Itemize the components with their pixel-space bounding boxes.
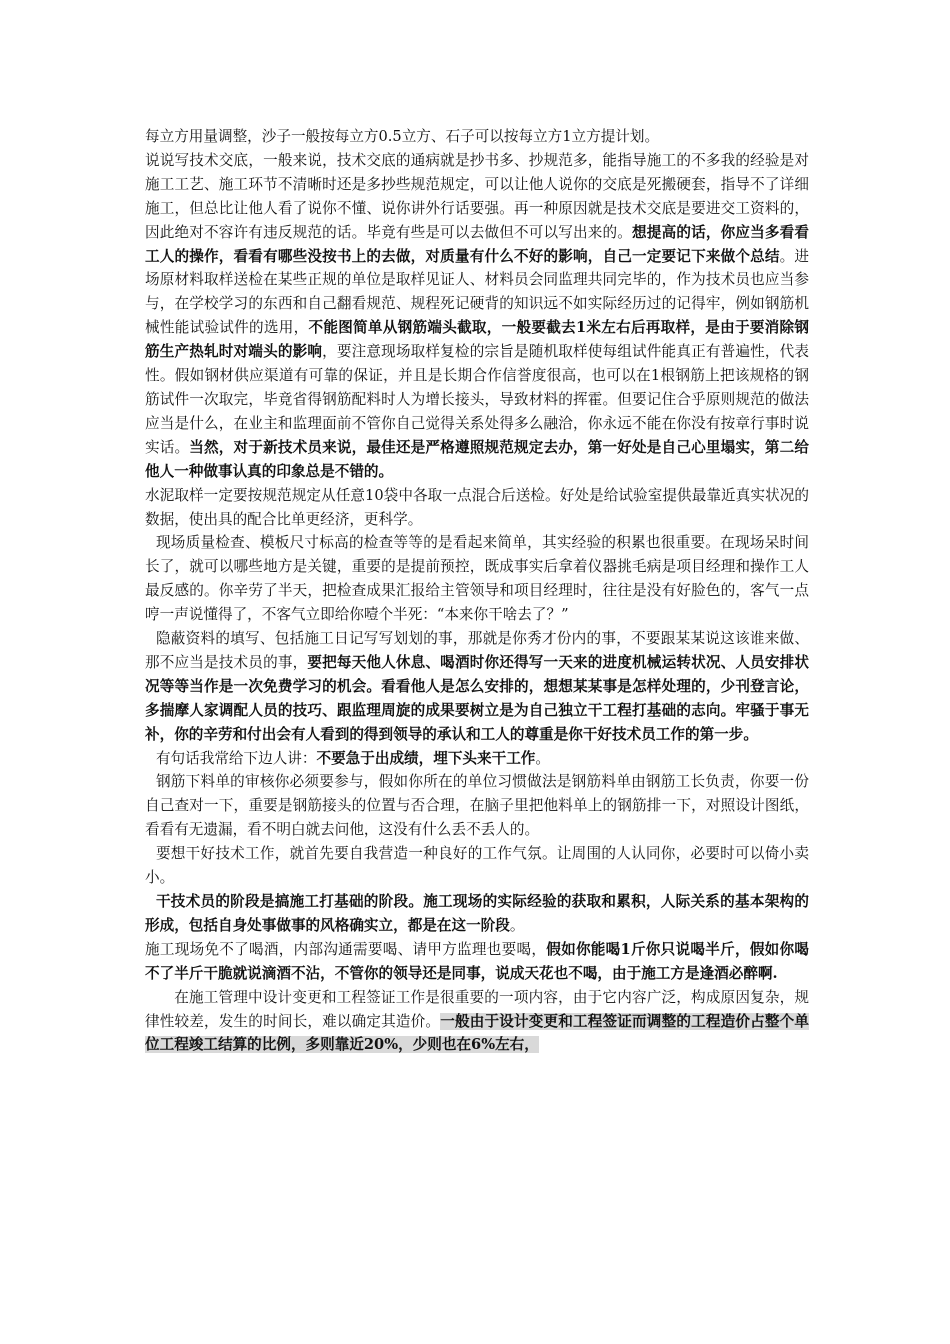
text-run: 说说写技术交底，一般来说，技术交底的通病就是抄书多、抄规范多，能指导施工的不多我的经验是对施工工艺、施工环节不清晰时还是多抄些规范规定，可以让他人说你的交底是死搬硬套，指导不了详细施工，但总比让他人看了说你不懂、说你讲外行话要强。再一种原因就是技术交底是要进交工资料的，因此绝对不容许有违反规范的话。毕竟有些是可以去做但不可以写出来的。 <box>145 151 809 241</box>
paragraph-5 <box>145 627 809 747</box>
text-run: 水泥取样一定要按规范规定从任意10袋中各取一点混合后送检。好处是给试验室提供最靠近真实状况的数据，使出具的配合比单更经济，更科学。 <box>145 486 809 528</box>
paragraph-2 <box>145 149 809 484</box>
bold-text-run: 要把每天他人休息、喝酒时你还得写一天来的进度机械运转状况、人员安排状况等等当作是一次免费学习的机会。看看他人是怎么安排的，想想某某事是怎样处理的，少刊登言论，多揣摩人家调配人员的技巧、跟监理周旋的成果要树立是为自己独立干工程打基础的志向。牢骚于事无补，你的辛劳和付出会有人看到的得到领导的承认和工人的尊重是你干好技术员工作的第一步。 <box>145 653 809 743</box>
paragraph-3 <box>145 484 809 532</box>
bold-text-run: 想提高的话，你应当多看看工人的操作，看看有哪些没按书上的去做，对质量有什么不好的影响，自己一定要记下来做个总结 <box>145 223 809 265</box>
bold-text-run: 假如你能喝1斤你只说喝半斤，假如你喝不了半斤干脆就说滴酒不沾，不管你的领导还是同事，说成天花也不喝，由于施工方是逢酒必醉啊. <box>145 940 809 982</box>
text-run: 钢筋下料单的审核你必须要参与，假如你所在的单位习惯做法是钢筋料单由钢筋工长负责，你要一份自己查对一下，重要是钢筋接头的位置与否合理，在脑子里把他料单上的钢筋排一下，对照设计图纸，看看有无遗漏，看不明白就去问他，这没有什么丢不丢人的。 <box>145 773 809 839</box>
document-page <box>145 125 809 1057</box>
paragraph-6 <box>145 747 809 771</box>
paragraph-11 <box>145 986 809 1058</box>
text-run: 要想干好技术工作，就首先要自我营造一种良好的工作气氛。让周围的人认同你，必要时可以倚小卖小。 <box>145 845 809 887</box>
bold-text-run: 一般由于设计变更和工程签证而调整的工程造价占整个单位工程竣工结算的比例，多则靠近20%，少则也在6%左右， <box>145 1012 809 1054</box>
text-run: 每立方用量调整，沙子一般按每立方0.5立方、石子可以按每立方1立方提计划。 <box>145 128 660 145</box>
paragraph-9 <box>145 890 809 938</box>
text-run: 施工现场免不了喝酒，内部沟通需要喝、请甲方监理也要喝， <box>145 940 547 958</box>
bold-text-run: 当然，对于新技术员来说，最佳还是严格遵照规范规定去办，第一好处是自己心里塌实，第二给他人一种做事认真的印象总是不错的。 <box>145 438 809 480</box>
text-run: 有句话我常给下边人讲： <box>155 749 317 767</box>
paragraph-7 <box>145 770 809 842</box>
paragraph-1 <box>145 125 809 149</box>
paragraph-8 <box>145 842 809 890</box>
paragraph-4 <box>145 531 809 627</box>
text-run: ，要注意现场取样复检的宗旨是随机取样使每组试件能真正有普遍性，代表性。假如钢材供应渠道有可靠的保证，并且是长期合作信誉度很高，也可以在1根钢筋上把该规格的钢筋试件一次取完，毕竟省得钢筋配料时人为增长接头，导致材料的挥霍。但要记住合乎原则规范的做法应当是什么，在业主和监理面前不管你自己觉得关系处得多么融洽，你永远不能在你没有按章行事时说实话。 <box>145 343 809 456</box>
text-run: 。 <box>535 749 551 767</box>
text-run: 隐蔽资料的填写、包括施工日记写写划划的事，那就是你秀才份内的事，不要跟某某说这该谁来做、那不应当是技术员的事， <box>145 630 809 671</box>
text-run: 在施工管理中设计变更和工程签证工作是很重要的一项内容，由于它内容广泛，构成原因复杂，规律性较差，发生的时间长，难以确定其造价。 <box>145 988 809 1030</box>
paragraph-10 <box>145 938 809 986</box>
bold-text-run: 干技术员的阶段是搞施工打基础的阶段。施工现场的实际经验的获取和累积，人际关系的基本架构的形成，包括自身处事做事的风格确实立，都是在这一阶段 <box>145 893 809 934</box>
text-run: 。进场原材料取样送检在某些正规的单位是取样见证人、材料员会同监理共同完毕的，作为技术员也应当参与，在学校学习的东西和自己翻看规范、规程死记硬背的知识远不如实际经历过的记得牢，例如钢筋机械性能试验试件的选用， <box>145 247 809 337</box>
bold-text-run: 不能图简单从钢筋端头截取，一般要截去1米左右后再取样，是由于要消除钢筋生产热轧时对端头的影响 <box>145 319 809 361</box>
bold-text-run: 不要急于出成绩，埋下头来干工作 <box>316 749 536 767</box>
text-run: 。 <box>509 916 525 934</box>
text-run: 现场质量检查、模板尺寸标高的检查等等的是看起来简单，其实经验的积累也很重要。在现场呆时间长了，就可以哪些地方是关键，重要的是提前预控，既成事实后拿着仪器挑毛病是项目经理和操作工人最反感的。你辛劳了半天，把检查成果汇报给主管领导和项目经理时，往往是没有好脸色的，客气一点哼一声说懂得了，不客气立即给你噎个半死：“本来你干啥去了？” <box>145 534 809 624</box>
